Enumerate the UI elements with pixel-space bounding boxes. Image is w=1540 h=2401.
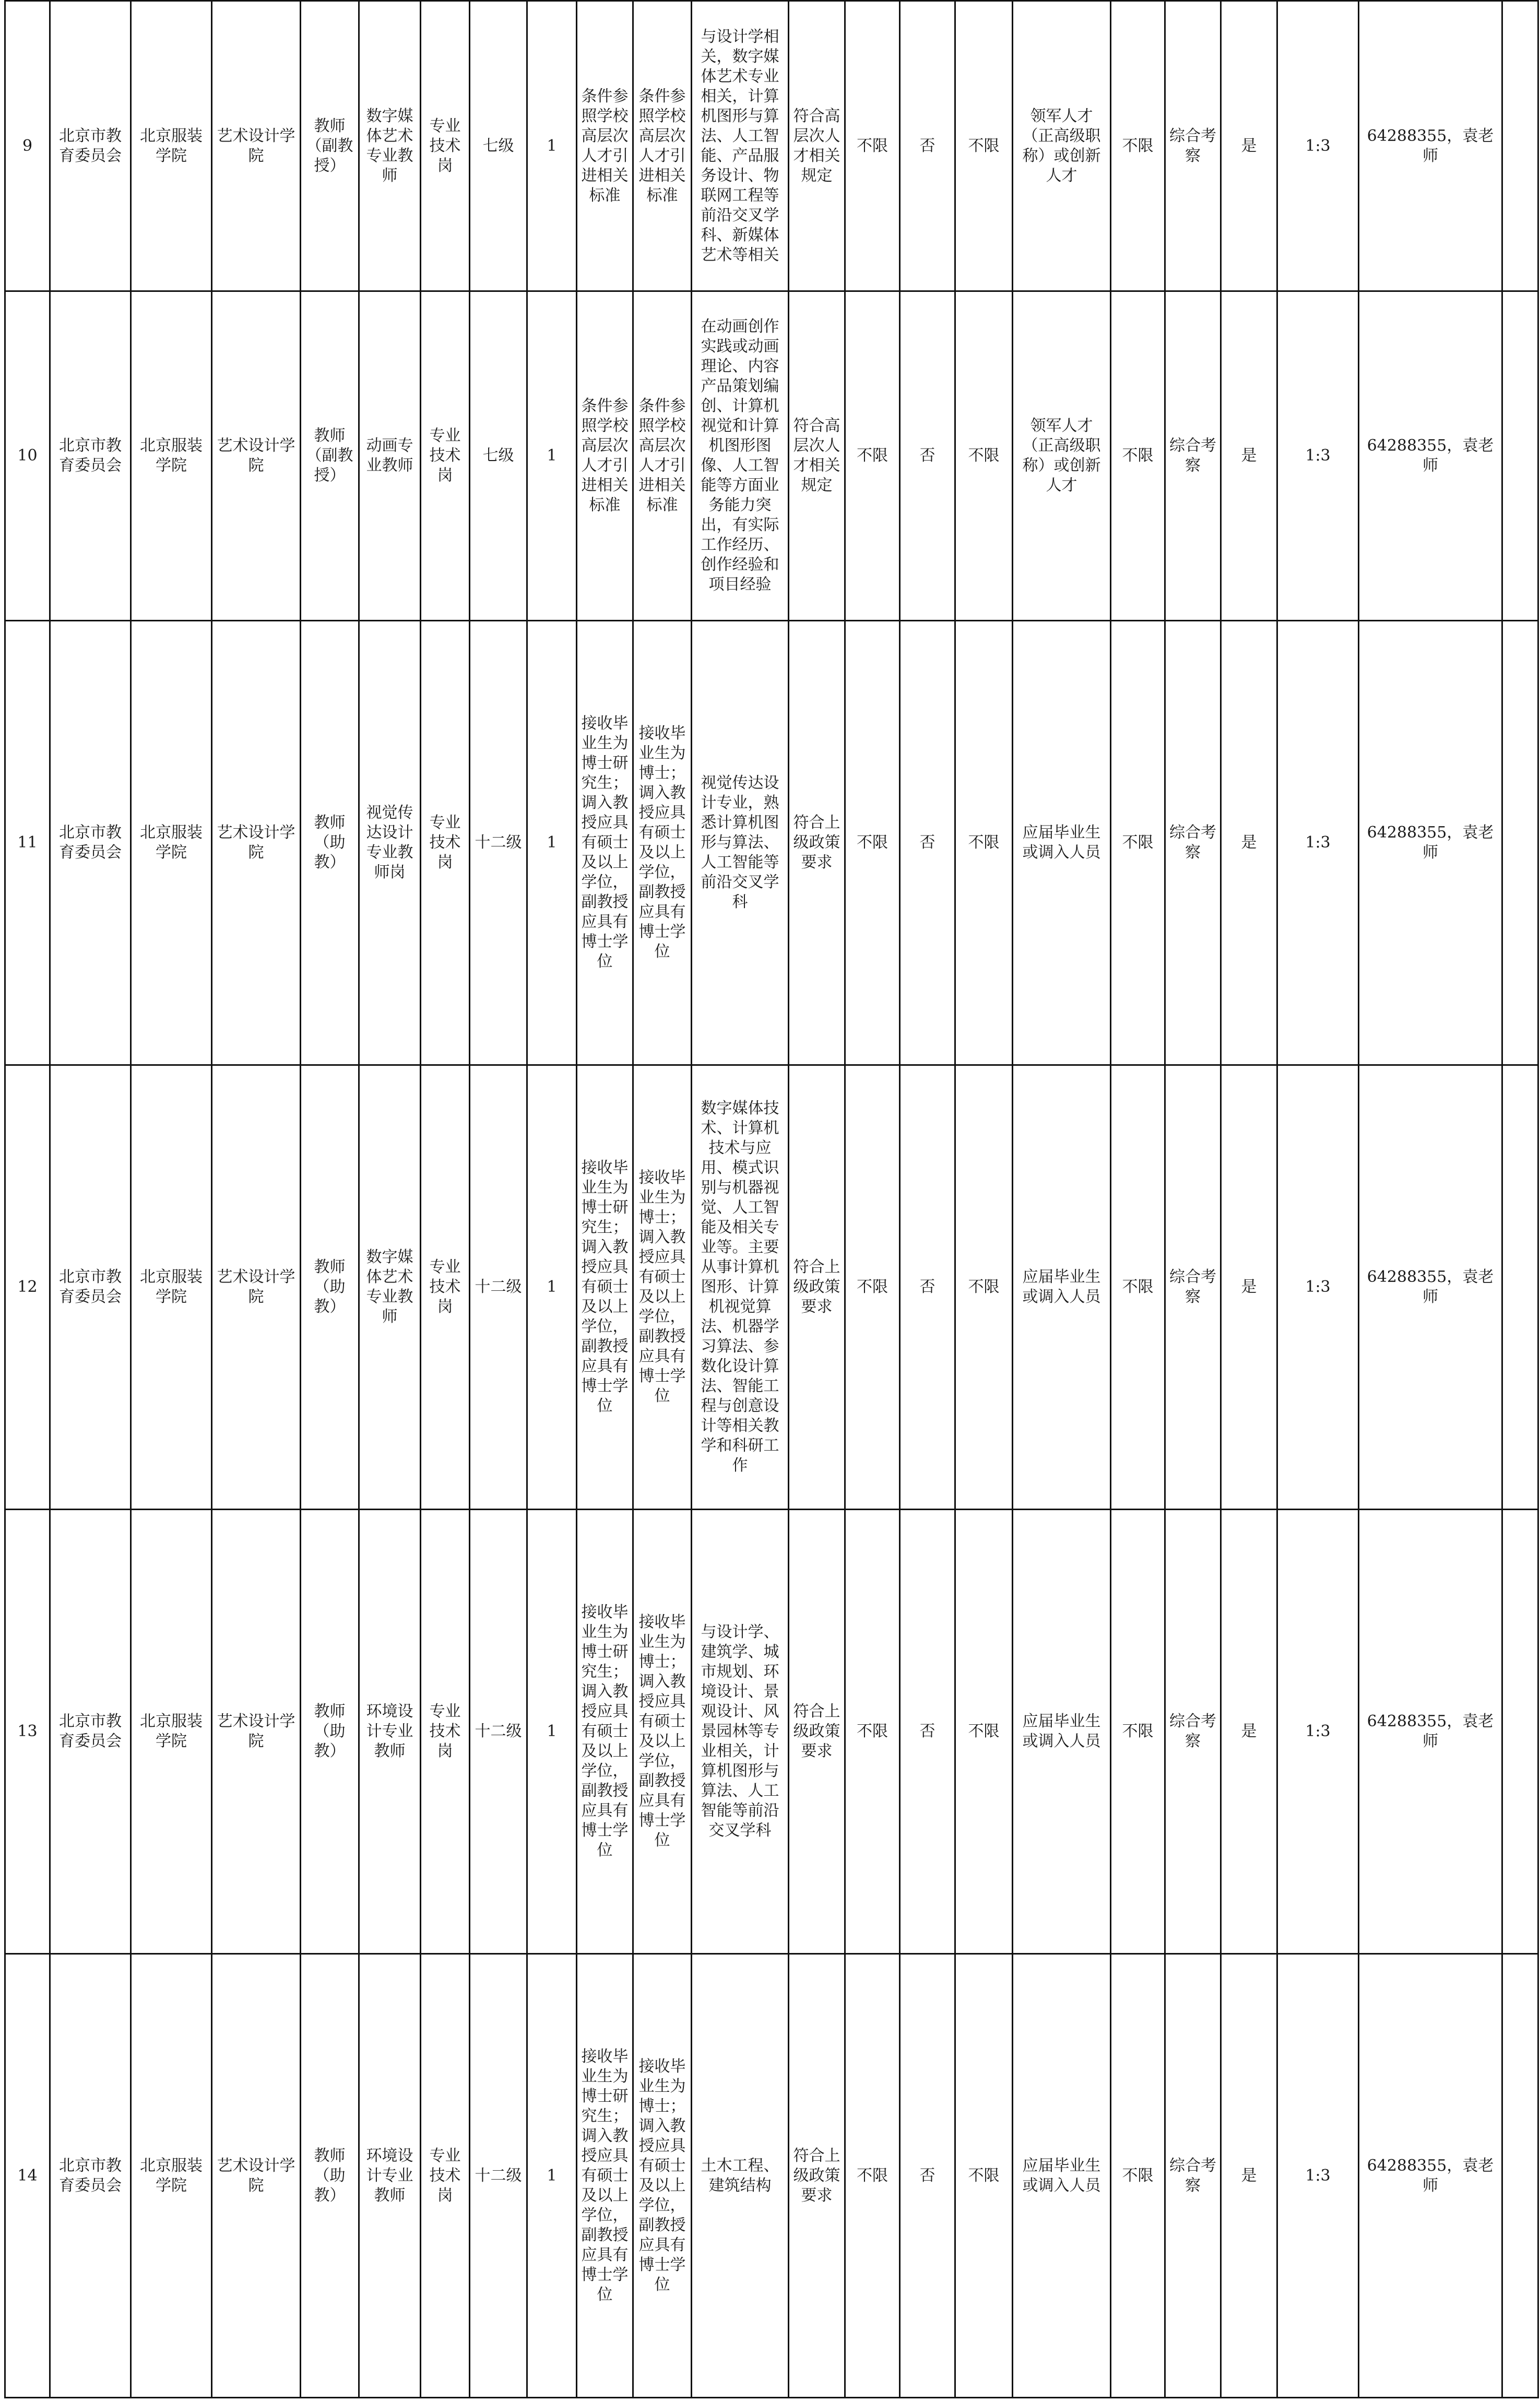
- cell-education: 接收毕业生为博士研究生；调入教授应具有硕士及以上学位，副教授应具有博士学位: [577, 1065, 633, 1510]
- cell-exam: 综合考察: [1165, 1510, 1221, 1954]
- cell-exam: 综合考察: [1165, 1, 1221, 291]
- cell-political: 不限: [955, 1065, 1013, 1510]
- cell-major: 土木工程、建筑结构: [692, 1954, 789, 2398]
- cell-contact: 64288355，袁老师: [1359, 1, 1502, 291]
- cell-no: 10: [5, 291, 50, 621]
- cell-political: 不限: [955, 621, 1013, 1065]
- cell-policy: 符合高层次人才相关规定: [789, 291, 845, 621]
- cell-no: 11: [5, 621, 50, 1065]
- table-row: [5, 291, 1538, 621]
- cell-remark: [1502, 1065, 1538, 1510]
- cell-title: 教师（副教授）: [301, 291, 359, 621]
- cell-age: 不限: [845, 621, 900, 1065]
- cell-major: 在动画创作实践或动画理论、内容产品策划编创、计算机视觉和计算机图形图像、人工智能等方面业务能力突出，有实际工作经历、创作经验和项目经验: [692, 291, 789, 621]
- cell-degree: 接收毕业生为博士；调入教授应具有硕士及以上学位，副教授应具有博士学位: [633, 621, 692, 1065]
- cell-contact: 64288355，袁老师: [1359, 1065, 1502, 1510]
- cell-degree: 接收毕业生为博士；调入教授应具有硕士及以上学位，副教授应具有博士学位: [633, 1954, 692, 2398]
- cell-interview: 是: [1221, 1510, 1277, 1954]
- cell-dept: 北京市教育委员会: [50, 1, 131, 291]
- cell-post: 环境设计专业教师: [359, 1954, 421, 2398]
- cell-other: 不限: [1111, 1065, 1165, 1510]
- cell-title: 教师（助教）: [301, 1510, 359, 1954]
- cell-post: 数字媒体艺术专业教师: [359, 1065, 421, 1510]
- cell-education: 接收毕业生为博士研究生；调入教授应具有硕士及以上学位，副教授应具有博士学位: [577, 621, 633, 1065]
- cell-major: 与设计学、建筑学、城市规划、环境设计、景观设计、风景园林等专业相关，计算机图形与算法、人工智能等前沿交叉学科: [692, 1510, 789, 1954]
- cell-ratio: 1:3: [1277, 1510, 1359, 1954]
- cell-contact: 64288355，袁老师: [1359, 621, 1502, 1065]
- cell-post: 数字媒体艺术专业教师: [359, 1, 421, 291]
- cell-interview: 是: [1221, 1, 1277, 291]
- cell-education: 接收毕业生为博士研究生；调入教授应具有硕士及以上学位，副教授应具有博士学位: [577, 1954, 633, 2398]
- cell-contact: 64288355，袁老师: [1359, 291, 1502, 621]
- cell-policy: 符合上级政策要求: [789, 1954, 845, 2398]
- cell-education: 条件参照学校高层次人才引进相关标准: [577, 1, 633, 291]
- cell-degree: 条件参照学校高层次人才引进相关标准: [633, 291, 692, 621]
- cell-party: 否: [900, 1065, 955, 1510]
- cell-degree: 接收毕业生为博士；调入教授应具有硕士及以上学位，副教授应具有博士学位: [633, 1065, 692, 1510]
- cell-no: 12: [5, 1065, 50, 1510]
- cell-remark: [1502, 1, 1538, 291]
- cell-other: 不限: [1111, 1954, 1165, 2398]
- cell-remark: [1502, 1510, 1538, 1954]
- cell-age: 不限: [845, 1065, 900, 1510]
- cell-party: 否: [900, 1954, 955, 2398]
- cell-interview: 是: [1221, 291, 1277, 621]
- cell-policy: 符合高层次人才相关规定: [789, 1, 845, 291]
- cell-other: 不限: [1111, 1510, 1165, 1954]
- cell-ratio: 1:3: [1277, 1, 1359, 291]
- cell-degree: 接收毕业生为博士；调入教授应具有硕士及以上学位，副教授应具有博士学位: [633, 1510, 692, 1954]
- cell-political: 不限: [955, 1954, 1013, 2398]
- cell-interview: 是: [1221, 1954, 1277, 2398]
- cell-level: 十二级: [470, 621, 527, 1065]
- cell-title: 教师（助教）: [301, 1954, 359, 2398]
- cell-college: 艺术设计学院: [212, 1065, 301, 1510]
- cell-post: 视觉传达设计专业教师岗: [359, 621, 421, 1065]
- cell-other: 不限: [1111, 291, 1165, 621]
- cell-other: 不限: [1111, 1, 1165, 291]
- cell-dept: 北京市教育委员会: [50, 1510, 131, 1954]
- cell-policy: 符合上级政策要求: [789, 1065, 845, 1510]
- cell-dept: 北京市教育委员会: [50, 291, 131, 621]
- cell-no: 13: [5, 1510, 50, 1954]
- cell-level: 七级: [470, 291, 527, 621]
- cell-age: 不限: [845, 291, 900, 621]
- cell-count: 1: [527, 1954, 577, 2398]
- cell-interview: 是: [1221, 1065, 1277, 1510]
- cell-level: 十二级: [470, 1954, 527, 2398]
- recruitment-table: [4, 0, 1539, 2398]
- cell-other: 不限: [1111, 621, 1165, 1065]
- cell-party: 否: [900, 1, 955, 291]
- cell-major: 数字媒体技术、计算机技术与应用、模式识别与机器视觉、人工智能及相关专业等。主要从事计算机图形、计算机视觉算法、机器学习算法、参数化设计算法、智能工程与创意设计等相关教学和科研工作: [692, 1065, 789, 1510]
- cell-contact: 64288355，袁老师: [1359, 1510, 1502, 1954]
- cell-dept: 北京市教育委员会: [50, 1065, 131, 1510]
- cell-policy: 符合上级政策要求: [789, 621, 845, 1065]
- cell-count: 1: [527, 1065, 577, 1510]
- cell-age: 不限: [845, 1954, 900, 2398]
- cell-party: 否: [900, 1510, 955, 1954]
- cell-category: 专业技术岗: [421, 1510, 470, 1954]
- cell-post: 动画专业教师: [359, 291, 421, 621]
- cell-party: 否: [900, 621, 955, 1065]
- cell-unit: 北京服装学院: [131, 621, 212, 1065]
- cell-no: 14: [5, 1954, 50, 2398]
- cell-post: 环境设计专业教师: [359, 1510, 421, 1954]
- cell-college: 艺术设计学院: [212, 1510, 301, 1954]
- cell-source: 应届毕业生或调入人员: [1013, 1954, 1111, 2398]
- cell-age: 不限: [845, 1, 900, 291]
- cell-exam: 综合考察: [1165, 1954, 1221, 2398]
- cell-major: 视觉传达设计专业，熟悉计算机图形与算法、人工智能等前沿交叉学科: [692, 621, 789, 1065]
- cell-education: 接收毕业生为博士研究生；调入教授应具有硕士及以上学位，副教授应具有博士学位: [577, 1510, 633, 1954]
- table-row: [5, 1954, 1538, 2398]
- cell-contact: 64288355，袁老师: [1359, 1954, 1502, 2398]
- cell-category: 专业技术岗: [421, 1065, 470, 1510]
- cell-count: 1: [527, 1, 577, 291]
- cell-age: 不限: [845, 1510, 900, 1954]
- cell-count: 1: [527, 291, 577, 621]
- cell-college: 艺术设计学院: [212, 291, 301, 621]
- cell-category: 专业技术岗: [421, 1, 470, 291]
- cell-category: 专业技术岗: [421, 1954, 470, 2398]
- cell-source: 应届毕业生或调入人员: [1013, 1510, 1111, 1954]
- cell-political: 不限: [955, 1, 1013, 291]
- cell-category: 专业技术岗: [421, 621, 470, 1065]
- cell-unit: 北京服装学院: [131, 1065, 212, 1510]
- cell-policy: 符合上级政策要求: [789, 1510, 845, 1954]
- cell-dept: 北京市教育委员会: [50, 1954, 131, 2398]
- cell-source: 应届毕业生或调入人员: [1013, 1065, 1111, 1510]
- cell-education: 条件参照学校高层次人才引进相关标准: [577, 291, 633, 621]
- table-row: [5, 1510, 1538, 1954]
- table-row: [5, 1065, 1538, 1510]
- cell-unit: 北京服装学院: [131, 1954, 212, 2398]
- cell-title: 教师（副教授）: [301, 1, 359, 291]
- cell-exam: 综合考察: [1165, 621, 1221, 1065]
- cell-exam: 综合考察: [1165, 291, 1221, 621]
- cell-dept: 北京市教育委员会: [50, 621, 131, 1065]
- cell-degree: 条件参照学校高层次人才引进相关标准: [633, 1, 692, 291]
- cell-title: 教师（助教）: [301, 621, 359, 1065]
- cell-remark: [1502, 621, 1538, 1065]
- cell-ratio: 1:3: [1277, 621, 1359, 1065]
- table-row: [5, 1, 1538, 291]
- cell-remark: [1502, 291, 1538, 621]
- cell-ratio: 1:3: [1277, 1065, 1359, 1510]
- cell-college: 艺术设计学院: [212, 621, 301, 1065]
- cell-level: 十二级: [470, 1065, 527, 1510]
- cell-college: 艺术设计学院: [212, 1954, 301, 2398]
- cell-party: 否: [900, 291, 955, 621]
- cell-title: 教师（助教）: [301, 1065, 359, 1510]
- table-row: [5, 621, 1538, 1065]
- cell-exam: 综合考察: [1165, 1065, 1221, 1510]
- cell-unit: 北京服装学院: [131, 1510, 212, 1954]
- cell-count: 1: [527, 1510, 577, 1954]
- cell-ratio: 1:3: [1277, 291, 1359, 621]
- cell-category: 专业技术岗: [421, 291, 470, 621]
- cell-political: 不限: [955, 291, 1013, 621]
- cell-source: 领军人才（正高级职称）或创新人才: [1013, 1, 1111, 291]
- cell-interview: 是: [1221, 621, 1277, 1065]
- cell-political: 不限: [955, 1510, 1013, 1954]
- cell-source: 领军人才（正高级职称）或创新人才: [1013, 291, 1111, 621]
- cell-source: 应届毕业生或调入人员: [1013, 621, 1111, 1065]
- cell-unit: 北京服装学院: [131, 291, 212, 621]
- cell-major: 与设计学相关，数字媒体艺术专业相关，计算机图形与算法、人工智能、产品服务设计、物联网工程等前沿交叉学科、新媒体艺术等相关: [692, 1, 789, 291]
- cell-no: 9: [5, 1, 50, 291]
- cell-remark: [1502, 1954, 1538, 2398]
- cell-level: 七级: [470, 1, 527, 291]
- cell-level: 十二级: [470, 1510, 527, 1954]
- cell-count: 1: [527, 621, 577, 1065]
- cell-unit: 北京服装学院: [131, 1, 212, 291]
- cell-ratio: 1:3: [1277, 1954, 1359, 2398]
- cell-college: 艺术设计学院: [212, 1, 301, 291]
